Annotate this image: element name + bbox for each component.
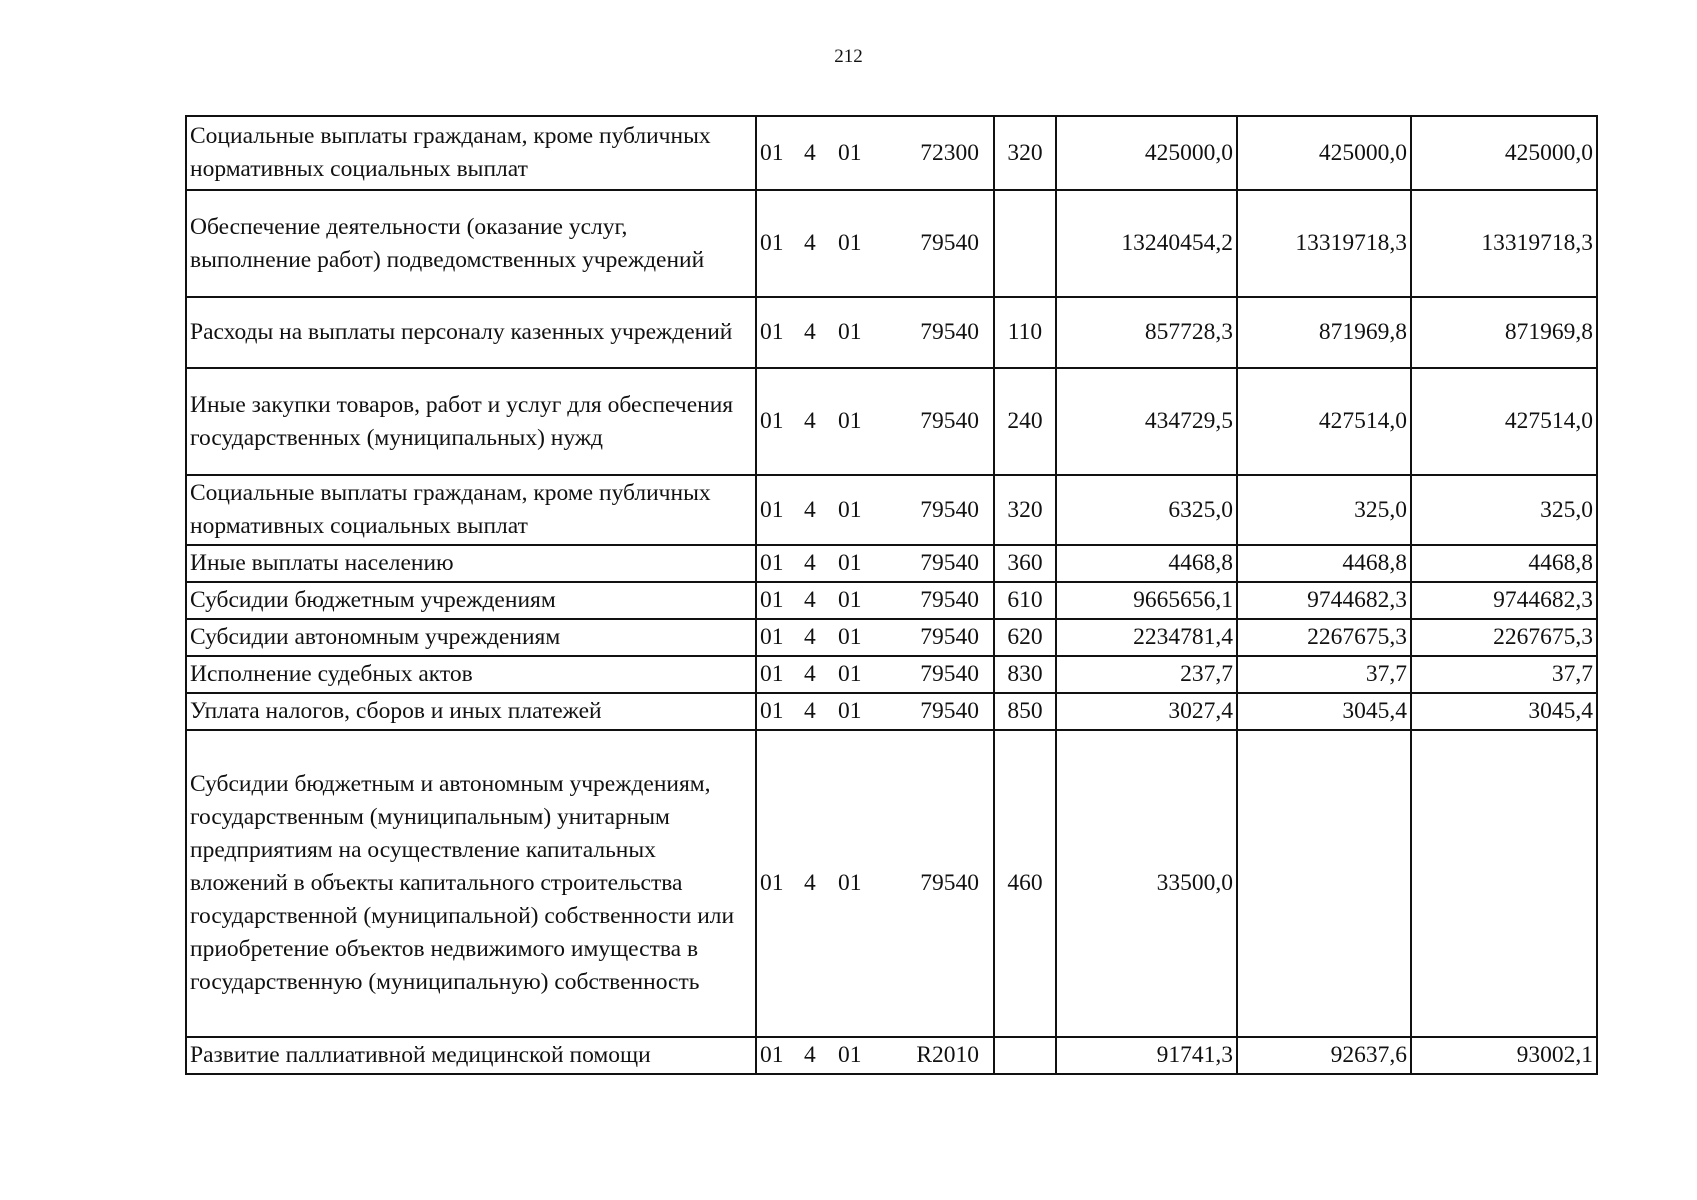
amount-year-3: 4468,8 bbox=[1411, 545, 1597, 582]
expense-type-code: 320 bbox=[994, 116, 1056, 190]
code-program: 4 bbox=[804, 870, 816, 896]
amount-year-1: 857728,3 bbox=[1056, 297, 1237, 368]
table-row bbox=[186, 693, 1597, 730]
amount-year-2: 871969,8 bbox=[1237, 297, 1411, 368]
row-name: Субсидии автономным учреждениям bbox=[186, 619, 756, 656]
code-section: 01 bbox=[760, 587, 784, 613]
row-name: Расходы на выплаты персоналу казенных учреждений bbox=[186, 297, 756, 368]
code-section: 01 bbox=[760, 870, 784, 896]
classification-code bbox=[756, 619, 994, 656]
expense-type-code: 240 bbox=[994, 368, 1056, 475]
code-program: 4 bbox=[804, 550, 816, 576]
table-row bbox=[186, 116, 1597, 190]
table-row bbox=[186, 475, 1597, 545]
expense-type-code: 360 bbox=[994, 545, 1056, 582]
amount-year-3: 425000,0 bbox=[1411, 116, 1597, 190]
code-subprogram: 01 bbox=[838, 624, 862, 650]
code-subprogram: 01 bbox=[838, 587, 862, 613]
row-name: Развитие паллиативной медицинской помощи bbox=[186, 1037, 756, 1074]
amount-year-1: 2234781,4 bbox=[1056, 619, 1237, 656]
code-program: 4 bbox=[804, 624, 816, 650]
amount-year-2: 92637,6 bbox=[1237, 1037, 1411, 1074]
amount-year-3 bbox=[1411, 730, 1597, 1037]
code-subprogram: 01 bbox=[838, 319, 862, 345]
row-name: Иные закупки товаров, работ и услуг для обеспечения государственных (муниципальных) нужд bbox=[186, 368, 756, 475]
classification-code bbox=[756, 1037, 994, 1074]
table-row bbox=[186, 545, 1597, 582]
amount-year-2: 3045,4 bbox=[1237, 693, 1411, 730]
code-program: 4 bbox=[804, 319, 816, 345]
code-direction: 72300 bbox=[920, 139, 979, 166]
code-direction: 79540 bbox=[920, 587, 979, 613]
code-section: 01 bbox=[760, 319, 784, 345]
table-row bbox=[186, 656, 1597, 693]
expense-type-code: 610 bbox=[994, 582, 1056, 619]
expense-type-code: 110 bbox=[994, 297, 1056, 368]
expense-type-code bbox=[994, 1037, 1056, 1074]
code-program: 4 bbox=[804, 230, 816, 256]
classification-code bbox=[756, 693, 994, 730]
row-name: Субсидии бюджетным учреждениям bbox=[186, 582, 756, 619]
code-section: 01 bbox=[760, 550, 784, 576]
code-program: 4 bbox=[804, 698, 816, 724]
code-direction: 79540 bbox=[920, 230, 979, 256]
code-section: 01 bbox=[760, 230, 784, 256]
classification-code bbox=[756, 656, 994, 693]
page-number: 212 bbox=[834, 46, 863, 67]
classification-code bbox=[756, 297, 994, 368]
amount-year-3: 3045,4 bbox=[1411, 693, 1597, 730]
row-name: Иные выплаты населению bbox=[186, 545, 756, 582]
code-subprogram: 01 bbox=[838, 230, 862, 256]
code-subprogram: 01 bbox=[838, 139, 862, 166]
amount-year-2: 2267675,3 bbox=[1237, 619, 1411, 656]
code-section: 01 bbox=[760, 624, 784, 650]
table-body bbox=[186, 116, 1597, 1074]
amount-year-3: 13319718,3 bbox=[1411, 190, 1597, 297]
code-subprogram: 01 bbox=[838, 870, 862, 896]
classification-code bbox=[756, 116, 994, 190]
expense-type-code: 620 bbox=[994, 619, 1056, 656]
expense-type-code: 830 bbox=[994, 656, 1056, 693]
table-row bbox=[186, 619, 1597, 656]
code-subprogram: 01 bbox=[838, 550, 862, 576]
amount-year-3: 93002,1 bbox=[1411, 1037, 1597, 1074]
code-section: 01 bbox=[760, 139, 784, 166]
amount-year-2: 427514,0 bbox=[1237, 368, 1411, 475]
code-direction: 79540 bbox=[920, 661, 979, 687]
row-name: Социальные выплаты гражданам, кроме публичных нормативных социальных выплат bbox=[186, 116, 756, 190]
amount-year-2: 4468,8 bbox=[1237, 545, 1411, 582]
code-program: 4 bbox=[804, 661, 816, 687]
code-subprogram: 01 bbox=[838, 698, 862, 724]
table-row bbox=[186, 190, 1597, 297]
amount-year-2: 13319718,3 bbox=[1237, 190, 1411, 297]
amount-year-1: 13240454,2 bbox=[1056, 190, 1237, 297]
row-name: Социальные выплаты гражданам, кроме публичных нормативных социальных выплат bbox=[186, 475, 756, 545]
amount-year-1: 4468,8 bbox=[1056, 545, 1237, 582]
code-subprogram: 01 bbox=[838, 496, 862, 523]
amount-year-1: 91741,3 bbox=[1056, 1037, 1237, 1074]
code-subprogram: 01 bbox=[838, 661, 862, 687]
code-program: 4 bbox=[804, 496, 816, 523]
amount-year-1: 9665656,1 bbox=[1056, 582, 1237, 619]
amount-year-3: 427514,0 bbox=[1411, 368, 1597, 475]
expense-type-code bbox=[994, 190, 1056, 297]
amount-year-3: 2267675,3 bbox=[1411, 619, 1597, 656]
amount-year-2: 425000,0 bbox=[1237, 116, 1411, 190]
code-direction: 79540 bbox=[920, 408, 979, 434]
amount-year-1: 33500,0 bbox=[1056, 730, 1237, 1037]
code-section: 01 bbox=[760, 661, 784, 687]
expense-type-code: 460 bbox=[994, 730, 1056, 1037]
row-name: Уплата налогов, сборов и иных платежей bbox=[186, 693, 756, 730]
code-direction: 79540 bbox=[920, 870, 979, 896]
table-row bbox=[186, 297, 1597, 368]
code-direction: 79540 bbox=[920, 496, 979, 523]
amount-year-2 bbox=[1237, 730, 1411, 1037]
code-program: 4 bbox=[804, 139, 816, 166]
row-name: Исполнение судебных актов bbox=[186, 656, 756, 693]
code-section: 01 bbox=[760, 1042, 784, 1068]
classification-code bbox=[756, 545, 994, 582]
amount-year-3: 871969,8 bbox=[1411, 297, 1597, 368]
amount-year-3: 325,0 bbox=[1411, 475, 1597, 545]
code-section: 01 bbox=[760, 496, 784, 523]
table-row bbox=[186, 730, 1597, 1037]
row-name: Обеспечение деятельности (оказание услуг, выполнение работ) подведомственных учреждений bbox=[186, 190, 756, 297]
amount-year-1: 237,7 bbox=[1056, 656, 1237, 693]
amount-year-2: 37,7 bbox=[1237, 656, 1411, 693]
code-subprogram: 01 bbox=[838, 1042, 862, 1068]
budget-table bbox=[185, 115, 1598, 1075]
expense-type-code: 320 bbox=[994, 475, 1056, 545]
code-section: 01 bbox=[760, 408, 784, 434]
row-name: Субсидии бюджетным и автономным учреждениям, государственным (муниципальным) унитарным предприятиям на осуществление капитальных вложений в объекты капитального строительства государственной (муниципальной) собственности или приобретение объектов недвижимого имущества в государственную (муниципальную) собственность bbox=[186, 730, 756, 1037]
code-direction: 79540 bbox=[920, 550, 979, 576]
code-program: 4 bbox=[804, 1042, 816, 1068]
code-direction: 79540 bbox=[920, 624, 979, 650]
code-direction: 79540 bbox=[920, 698, 979, 724]
code-direction: 79540 bbox=[920, 319, 979, 345]
amount-year-1: 434729,5 bbox=[1056, 368, 1237, 475]
amount-year-2: 325,0 bbox=[1237, 475, 1411, 545]
code-program: 4 bbox=[804, 587, 816, 613]
table-row bbox=[186, 1037, 1597, 1074]
code-direction: R2010 bbox=[916, 1042, 979, 1068]
code-program: 4 bbox=[804, 408, 816, 434]
amount-year-1: 3027,4 bbox=[1056, 693, 1237, 730]
table-row bbox=[186, 582, 1597, 619]
code-section: 01 bbox=[760, 698, 784, 724]
amount-year-1: 6325,0 bbox=[1056, 475, 1237, 545]
amount-year-2: 9744682,3 bbox=[1237, 582, 1411, 619]
classification-code bbox=[756, 730, 994, 1037]
amount-year-3: 37,7 bbox=[1411, 656, 1597, 693]
code-subprogram: 01 bbox=[838, 408, 862, 434]
classification-code bbox=[756, 475, 994, 545]
table-row bbox=[186, 368, 1597, 475]
amount-year-3: 9744682,3 bbox=[1411, 582, 1597, 619]
classification-code bbox=[756, 582, 994, 619]
expense-type-code: 850 bbox=[994, 693, 1056, 730]
classification-code bbox=[756, 190, 994, 297]
amount-year-1: 425000,0 bbox=[1056, 116, 1237, 190]
classification-code bbox=[756, 368, 994, 475]
